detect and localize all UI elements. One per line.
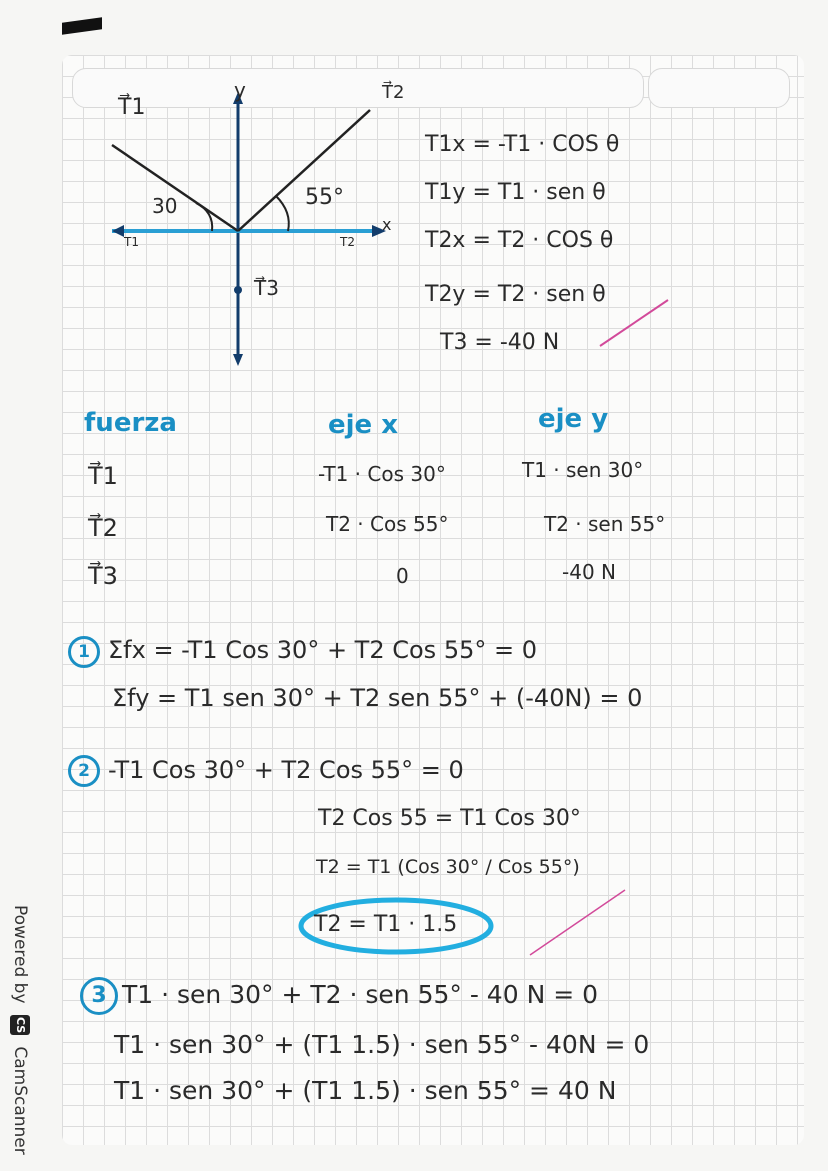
check-mark-2 [530,890,625,955]
table-header-eje-y: eje y [538,404,609,434]
step-2-line-1: -T1 Cos 30° + T2 Cos 55° = 0 [108,756,464,784]
table-header-eje-x: eje x [328,410,399,440]
equation-t2y: T2y = T2 · sen θ [425,282,606,307]
step-2-badge: 2 [68,755,100,787]
t1-vector-line [112,145,238,231]
angle-arc-right [276,196,289,231]
camscanner-logo-icon: CS [10,1015,30,1035]
step-3-line-3: T1 · sen 30° + (T1 1.5) · sen 55° = 40 N [114,1076,617,1105]
step-2-result: T2 = T1 · 1.5 [314,912,458,937]
t2-vector-label: T⃗2 [382,82,405,103]
t3-vector-label: T⃗3 [254,276,279,300]
t2-axis-label: T2 [340,235,355,249]
y-axis-label: y [234,78,246,102]
step-2-line-2: T2 Cos 55 = T1 Cos 30° [318,806,581,831]
equation-t1x: T1x = -T1 · COS θ [425,132,620,157]
angle-arc-left [196,203,212,231]
step-1-badge: 1 [68,636,100,668]
x-axis-arrow-left [112,225,124,237]
table-row-3-force: T⃗3 [88,562,118,590]
watermark-brand-text: CamScanner [10,1046,30,1155]
step-2-line-3: T2 = T1 (Cos 30° / Cos 55°) [316,856,580,878]
equation-t2x: T2x = T2 · COS θ [425,228,614,253]
table-row-2-y: T2 · sen 55° [544,512,666,536]
table-row-3-x: 0 [396,564,409,588]
t1-axis-label: T1 [124,235,139,249]
table-row-1-force: T⃗1 [88,462,118,490]
t3-point [234,286,242,294]
check-mark-1 [600,300,668,346]
y-axis-arrow-bottom [233,354,243,366]
table-row-3-y: -40 N [562,560,616,584]
angle-right-label: 55° [305,185,344,210]
table-row-2-x: T2 · Cos 55° [326,512,449,536]
step-3-badge: 3 [80,977,118,1015]
camscanner-watermark [10,905,30,1155]
table-row-1-y: T1 · sen 30° [522,458,644,482]
step-3-line-2: T1 · sen 30° + (T1 1.5) · sen 55° - 40N = 0 [114,1030,650,1059]
step-3-line-1: T1 · sen 30° + T2 · sen 55° - 40 N = 0 [122,980,599,1009]
x-axis-label: x [382,215,392,234]
watermark-powered-text: Powered by [10,905,30,1004]
table-row-2-force: T⃗2 [88,514,118,542]
step-1-sum-fx: Σfx = -T1 Cos 30° + T2 Cos 55° = 0 [108,636,537,664]
t2-vector-line [238,110,370,231]
step-1-sum-fy: Σfy = T1 sen 30° + T2 sen 55° + (-40N) = 0 [112,684,643,712]
angle-left-label: 30 [152,194,178,218]
t1-vector-label: T⃗1 [118,95,146,120]
equation-t1y: T1y = T1 · sen θ [425,180,606,205]
table-header-fuerza: fuerza [84,408,177,438]
table-row-1-x: -T1 · Cos 30° [318,462,446,486]
equation-t3: T3 = -40 N [440,330,560,355]
